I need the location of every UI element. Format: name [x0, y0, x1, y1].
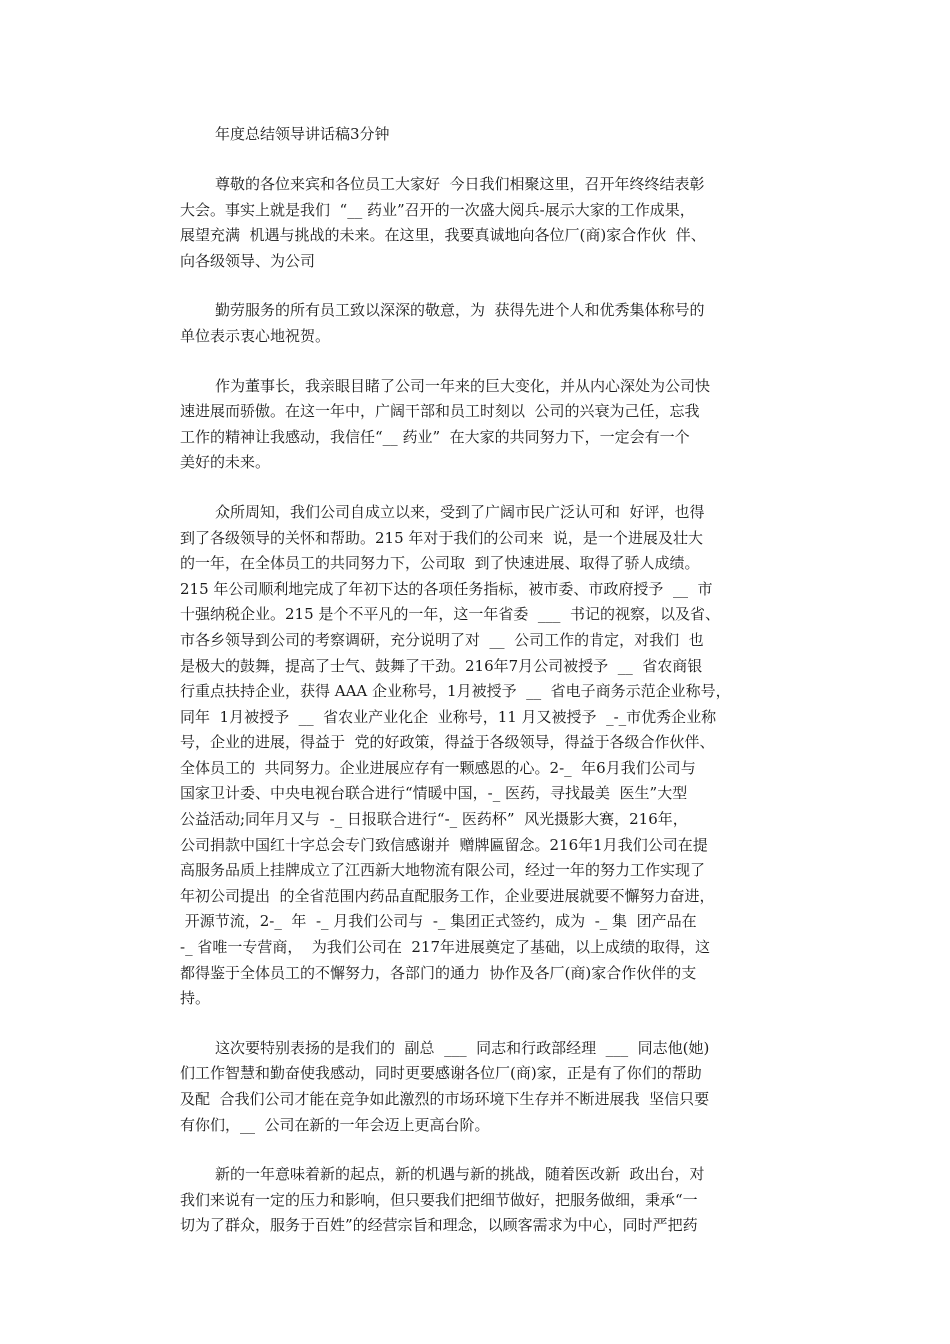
- text-line: 是极大的鼓舞，提高了士气、鼓舞了干劲。216年7月公司被授予 __ 省农商银: [180, 656, 703, 675]
- paragraph: [180, 374, 780, 476]
- text-line: 我们来说有一定的压力和影响，但只要我们把细节做好，把服务做细，秉承“一: [180, 1190, 698, 1209]
- text-line: 尊敬的各位来宾和各位员工大家好 今日我们相聚这里，召开年终终结表彰: [215, 175, 705, 193]
- text-line: 215 年公司顺利地完成了年初下达的各项任务指标，被市委、市政府授予 __ 市: [180, 579, 713, 598]
- text-line: 开源节流，2-_ 年 -_ 月我们公司与 -_ 集团正式签约，成为 -_ 集 团产品在: [180, 912, 697, 931]
- text-line: 展望充满 机遇与挑战的未来。在这里，我要真诚地向各位厂(商)家合作伙 伴、: [180, 226, 706, 245]
- text-line: 大会。事实上就是我们 “__ 药业”召开的一次盛大阅兵-展示大家的工作成果，: [180, 200, 695, 219]
- paragraph: [180, 172, 780, 274]
- text-line: 同年 1月被授予 __ 省农业产业化企 业称号，11 月又被授予 _-_市优秀企业称: [180, 707, 717, 726]
- text-line: 们工作智慧和勤奋使我感动，同时更要感谢各位厂(商)家，正是有了你们的帮助: [180, 1064, 702, 1083]
- text-line: 美好的未来。: [180, 453, 271, 472]
- paragraph: [180, 1162, 780, 1239]
- paragraph: [180, 298, 780, 349]
- document-body: [180, 121, 780, 1263]
- text-line: 的一年，在全体员工的共同努力下，公司取 到了快速进展、取得了骄人成绩。: [180, 554, 700, 573]
- text-line: 切为了群众，服务于百姓”的经营宗旨和理念，以顾客需求为中心，同时严把药: [180, 1216, 698, 1235]
- text-line: 速进展而骄傲。在这一年中，广阔干部和员工时刻以 公司的兴衰为己任，忘我: [180, 402, 700, 421]
- text-line: 作为董事长，我亲眼目睹了公司一年来的巨大变化，并从内心深处为公司快: [215, 376, 711, 395]
- text-line: 有你们，__ 公司在新的一年会迈上更高台阶。: [180, 1115, 490, 1134]
- text-line: 市各乡领导到公司的考察调研，充分说明了对 __ 公司工作的肯定，对我们 也: [180, 630, 704, 649]
- text-line: -_ 省唯一专营商， 为我们公司在 217年进展奠定了基础，以上成绩的取得，这: [180, 938, 711, 957]
- text-line: 向各级领导、为公司: [180, 251, 316, 270]
- text-line: 国家卫计委、中央电视台联合进行“情暖中国，-_ 医药，寻找最美 医生”大型: [180, 784, 688, 803]
- text-line: 及配 合我们公司才能在竞争如此激烈的市场环境下生存并不断进展我 坚信只要: [180, 1090, 710, 1108]
- text-line: 全体员工的 共同努力。企业进展应存有一颗感恩的心。2-_ 年6月我们公司与: [180, 758, 696, 777]
- text-line: 都得鉴于全体员工的不懈努力，各部门的通力 协作及各厂(商)家合作伙伴的支: [180, 963, 697, 982]
- text-line: 单位表示衷心地祝贺。: [180, 326, 331, 345]
- paragraph: [180, 500, 780, 1012]
- text-line: 十强纳税企业。215 是个不平凡的一年，这一年省委 ___ 书记的视察，以及省、: [180, 605, 720, 624]
- text-line: 新的一年意味着新的起点，新的机遇与新的挑战，随着医改新 政出台，对: [215, 1165, 705, 1184]
- paragraph-list: [180, 172, 780, 1239]
- text-line: 公司捐款中国红十字总会专门致信感谢并 赠牌匾留念。216年1月我们公司在提: [180, 835, 708, 854]
- paragraph: [180, 1036, 780, 1138]
- text-line: 到了各级领导的关怀和帮助。215 年对于我们的公司来 说，是一个进展及壮大: [180, 528, 703, 547]
- text-line: 行重点扶持企业，获得 AAA 企业称号，1月被授予 __ 省电子商务示范企业称号，: [180, 682, 731, 701]
- text-line: 工作的精神让我感动，我信任“__ 药业” 在大家的共同努力下，一定会有一个: [180, 427, 690, 446]
- text-line: 众所周知，我们公司自成立以来，受到了广阔市民广泛认可和 好评，也得: [215, 502, 705, 521]
- text-line: 这次要特别表扬的是我们的 副总 ___ 同志和行政部经理 ___ 同志他(她): [215, 1038, 710, 1057]
- text-line: 号，企业的进展，得益于 党的好政策，得益于各级领导，得益于各级合作伙伴、: [180, 733, 715, 752]
- text-line: 高服务品质上挂牌成立了江西新大地物流有限公司，经过一年的努力工作实现了: [180, 861, 706, 880]
- document-title: 年度总结领导讲话稿3分钟: [215, 125, 390, 143]
- text-line: 年初公司提出 的全省范围内药品直配服务工作，企业要进展就要不懈努力奋进，: [180, 886, 715, 905]
- text-line: 勤劳服务的所有员工致以深深的敬意，为 获得先进个人和优秀集体称号的: [215, 301, 705, 320]
- text-line: 公益活动;同年月又与 -_ 日报联合进行“-_ 医药杯” 风光摄影大赛，216年，: [180, 810, 688, 829]
- text-line: 持。: [180, 989, 211, 1008]
